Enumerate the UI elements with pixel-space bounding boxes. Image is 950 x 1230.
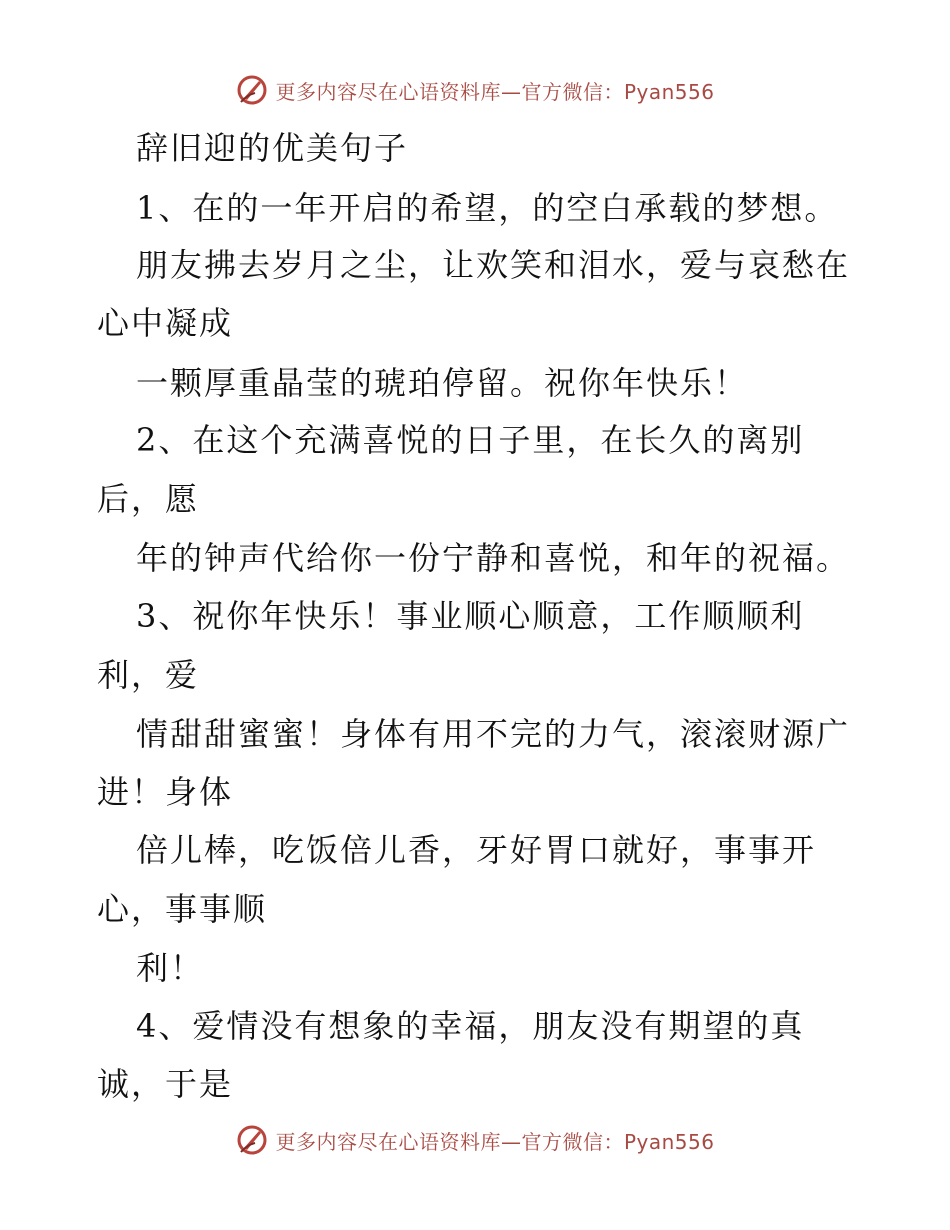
footer-watermark: [0, 1120, 950, 1160]
text-line: 心，事事顺: [97, 890, 268, 928]
text-line: 3、祝你年快乐！事业顺心顺意，工作顺顺利: [136, 597, 805, 635]
text-line: 4、爱情没有想象的幸福，朋友没有期望的真: [136, 1007, 805, 1045]
watermark-text: 更多内容尽在心语资料库—官方微信：Pyan556: [275, 1129, 715, 1154]
watermark-text: 更多内容尽在心语资料库—官方微信：Pyan556: [275, 79, 715, 104]
text-line: 情甜甜蜜蜜！身体有用不完的力气，滚滚财源广: [136, 715, 851, 753]
text-line: 利！: [136, 949, 205, 987]
header-watermark: [0, 70, 950, 110]
text-line: 1、在的一年开启的希望，的空白承载的梦想。: [136, 189, 839, 227]
text-line: 进！身体: [97, 773, 234, 811]
quill-logo-icon: [235, 1123, 269, 1157]
text-line: 2、在这个充满喜悦的日子里，在长久的离别: [136, 421, 805, 459]
text-line: 朋友拂去岁月之尘，让欢笑和泪水，爱与哀愁在: [136, 246, 851, 284]
text-line: 倍儿棒，吃饭倍儿香，牙好胃口就好，事事开: [136, 831, 817, 869]
text-line: 诚，于是: [97, 1065, 234, 1103]
text-line: 后，愿: [97, 480, 200, 518]
text-line: 年的钟声代给你一份宁静和喜悦，和年的祝福。: [136, 539, 851, 577]
text-line: 一颗厚重晶莹的琥珀停留。祝你年快乐！: [136, 364, 749, 402]
quill-logo-icon: [235, 73, 269, 107]
text-line: 利，爱: [97, 656, 200, 694]
text-line: 心中凝成: [97, 304, 234, 342]
document-title: 辞旧迎的优美句子: [136, 129, 409, 167]
